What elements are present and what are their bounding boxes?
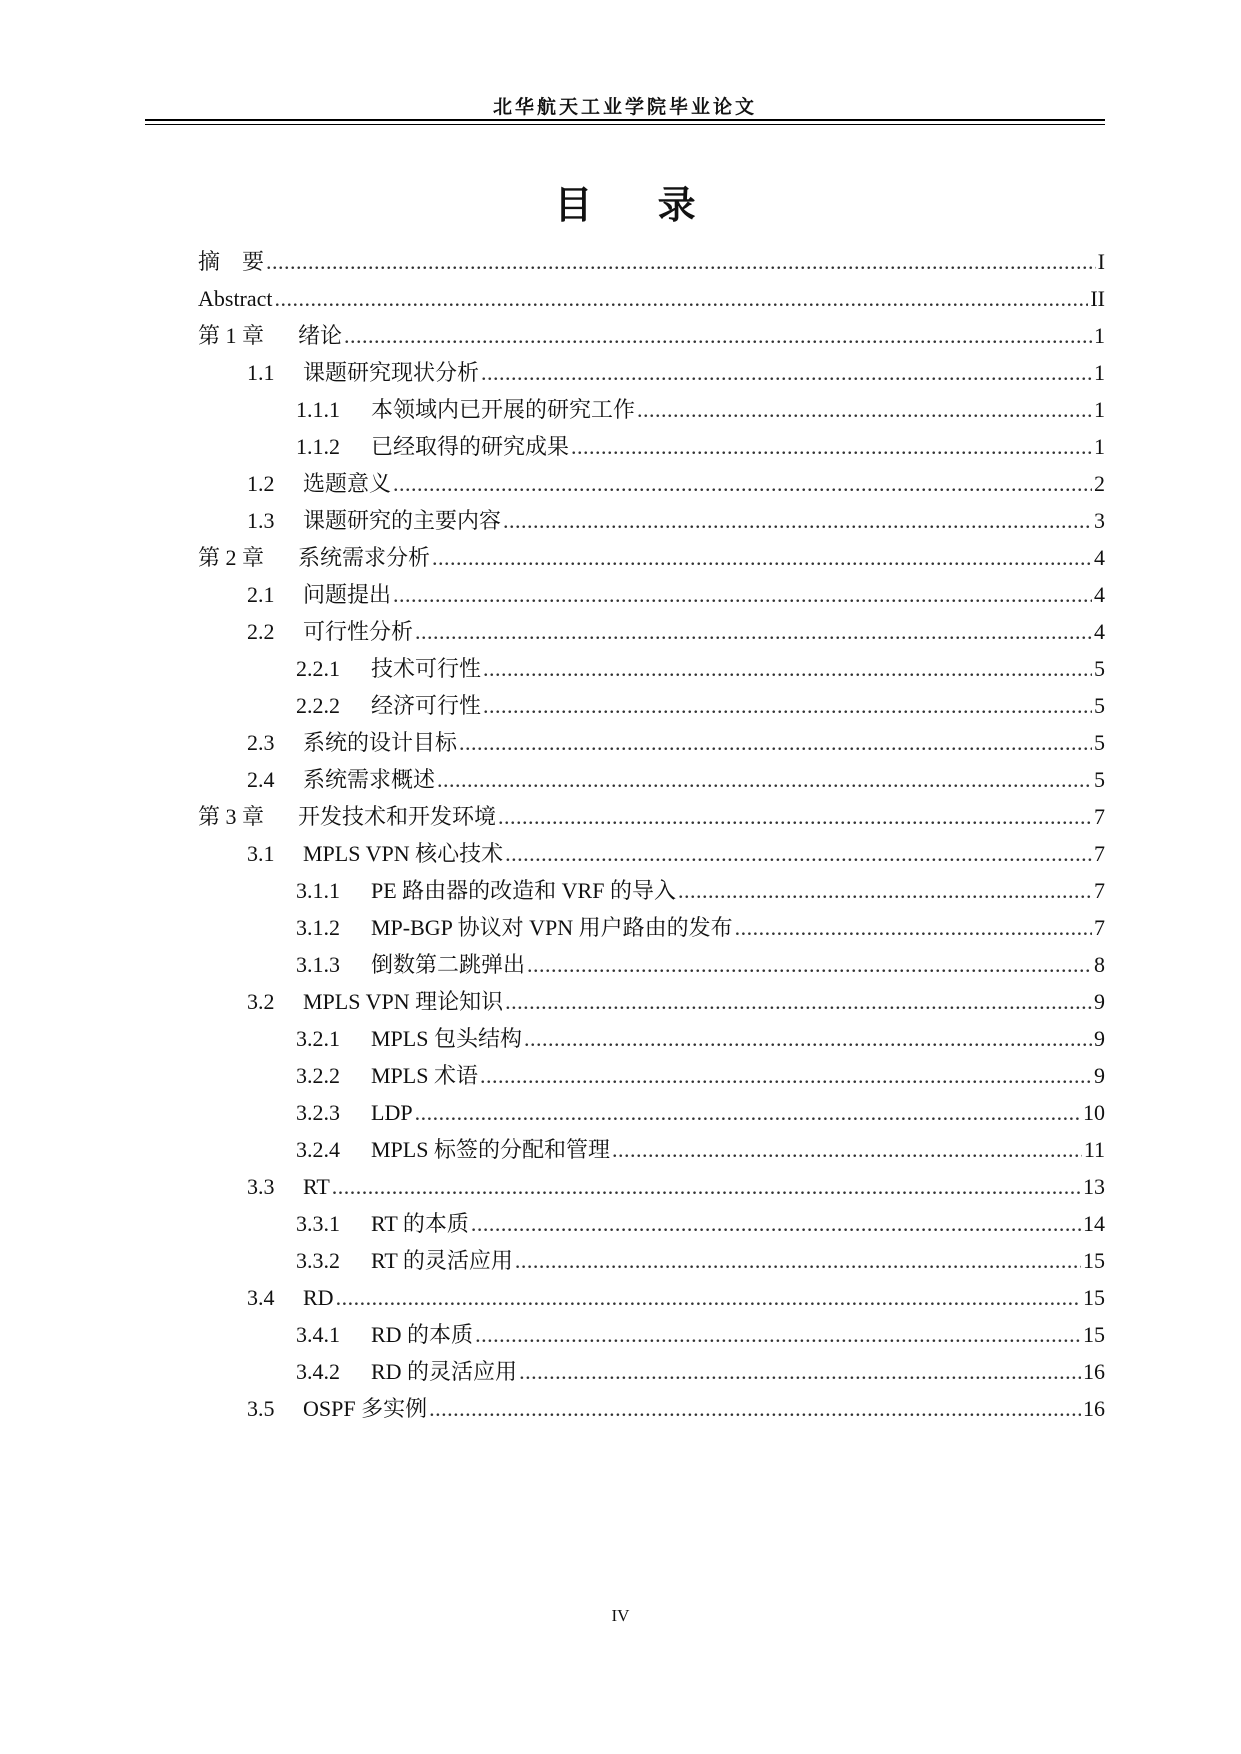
toc-entry-subsection[interactable] xyxy=(296,686,1105,726)
toc-entry-subsection[interactable] xyxy=(296,1241,1105,1281)
toc-page-number: 5 xyxy=(1094,693,1105,718)
toc-section-number: 3.5 xyxy=(247,1396,275,1421)
toc-leader-dots xyxy=(393,575,1092,615)
toc-entry-title: 问题提出 xyxy=(303,582,392,607)
toc-leader-dots xyxy=(475,1315,1081,1355)
toc-entry-subsection[interactable] xyxy=(296,945,1105,985)
toc-entry-title: 系统需求概述 xyxy=(303,767,436,792)
toc-entry-section[interactable] xyxy=(247,982,1105,1022)
toc-leader-dots xyxy=(266,242,1096,282)
toc-page-number: 16 xyxy=(1083,1396,1105,1421)
toc-chapter-number: 第 1 章 xyxy=(198,323,265,348)
toc-leader-dots xyxy=(503,501,1092,541)
toc-entry-section[interactable] xyxy=(247,834,1105,874)
toc-entry-section[interactable] xyxy=(247,353,1105,393)
toc-entry-subsection[interactable] xyxy=(296,1204,1105,1244)
toc-leader-dots xyxy=(519,1352,1081,1392)
toc-page-number: 15 xyxy=(1083,1285,1105,1310)
toc-entry[interactable] xyxy=(198,279,1105,319)
toc-entry-section[interactable] xyxy=(247,1167,1105,1207)
toc-entry-title: LDP xyxy=(371,1100,413,1125)
toc-entry-title: RD 的灵活应用 xyxy=(371,1359,518,1384)
toc-subsection-number: 3.3.1 xyxy=(296,1211,340,1236)
toc-page-number: 16 xyxy=(1083,1359,1105,1384)
toc-entry-subsection[interactable] xyxy=(296,1130,1105,1170)
toc-subsection-number: 3.1.3 xyxy=(296,952,340,977)
toc-entry-section[interactable] xyxy=(247,723,1105,763)
toc-subsection-number: 3.2.3 xyxy=(296,1100,340,1125)
toc-entry-title: 系统的设计目标 xyxy=(303,730,458,755)
toc-entry-section[interactable] xyxy=(247,612,1105,652)
toc-leader-dots xyxy=(415,1093,1081,1133)
toc-entry-section[interactable] xyxy=(247,501,1105,541)
toc-section-number: 2.1 xyxy=(247,582,275,607)
toc-leader-dots xyxy=(275,279,1089,319)
toc-leader-dots xyxy=(735,908,1092,948)
toc-leader-dots xyxy=(429,1389,1081,1429)
toc-page-number: II xyxy=(1090,286,1105,311)
toc-leader-dots xyxy=(336,1278,1081,1318)
toc-page-number: 15 xyxy=(1083,1248,1105,1273)
toc-entry-title: MPLS VPN 核心技术 xyxy=(303,841,504,866)
toc-section-number: 2.4 xyxy=(247,767,275,792)
toc-section-number: 2.3 xyxy=(247,730,275,755)
toc-section-number: 1.3 xyxy=(247,508,275,533)
toc-leader-dots xyxy=(483,649,1092,689)
toc-entry-title: MP-BGP 协议对 VPN 用户路由的发布 xyxy=(371,915,733,940)
toc-entry-title: MPLS 包头结构 xyxy=(371,1026,522,1051)
toc-entry-title: OSPF 多实例 xyxy=(303,1396,428,1421)
toc-page-number: 13 xyxy=(1083,1174,1105,1199)
toc-subsection-number: 1.1.1 xyxy=(296,397,340,422)
toc-page-number: 5 xyxy=(1094,767,1105,792)
toc-subsection-number: 3.3.2 xyxy=(296,1248,340,1273)
toc-page-number: I xyxy=(1097,249,1105,274)
header-rule-thin xyxy=(145,124,1105,125)
toc-entry-title: 系统需求分析 xyxy=(298,545,431,570)
toc-page-number: 9 xyxy=(1094,1063,1105,1088)
toc-page-number: 4 xyxy=(1094,619,1105,644)
toc-entry-subsection[interactable] xyxy=(296,871,1105,911)
toc-subsection-number: 3.2.1 xyxy=(296,1026,340,1051)
toc-section-number: 1.2 xyxy=(247,471,275,496)
toc-leader-dots xyxy=(459,723,1092,763)
toc-entry-title: RT xyxy=(303,1174,330,1199)
toc-page-number: 10 xyxy=(1083,1100,1105,1125)
toc-subsection-number: 1.1.2 xyxy=(296,434,340,459)
toc-page-number: 1 xyxy=(1094,434,1105,459)
toc-leader-dots xyxy=(678,871,1092,911)
toc-entry-title: 绪论 xyxy=(298,323,343,348)
toc-page-number: 5 xyxy=(1094,656,1105,681)
toc-entry-title: RT 的本质 xyxy=(371,1211,469,1236)
toc-page-number: 4 xyxy=(1094,545,1105,570)
page-number-footer: IV xyxy=(611,1606,630,1625)
toc-section-number: 2.2 xyxy=(247,619,275,644)
toc-leader-dots xyxy=(527,945,1092,985)
toc-leader-dots xyxy=(471,1204,1081,1244)
toc-leader-dots xyxy=(498,797,1092,837)
toc-entry-label: Abstract xyxy=(198,286,273,311)
toc-page-number: 14 xyxy=(1083,1211,1105,1236)
toc-entry-title: RD xyxy=(303,1285,334,1310)
toc-entry-title: 倒数第二跳弹出 xyxy=(371,952,526,977)
toc-page-number: 7 xyxy=(1094,915,1105,940)
toc-page-number: 1 xyxy=(1094,360,1105,385)
toc-entry-title: 可行性分析 xyxy=(303,619,414,644)
toc-entry-subsection[interactable] xyxy=(296,1315,1105,1355)
toc-leader-dots xyxy=(483,686,1092,726)
toc-entry-chapter[interactable] xyxy=(198,538,1105,578)
toc-entry-section[interactable] xyxy=(247,575,1105,615)
toc-entry-label: 摘 要 xyxy=(198,249,265,274)
toc-entry-title: 选题意义 xyxy=(303,471,392,496)
toc-page-number: 5 xyxy=(1094,730,1105,755)
toc-leader-dots xyxy=(505,834,1092,874)
toc-subsection-number: 3.4.1 xyxy=(296,1322,340,1347)
toc-entry-subsection[interactable] xyxy=(296,649,1105,689)
toc-leader-dots xyxy=(637,390,1092,430)
toc-page-number: 1 xyxy=(1094,397,1105,422)
toc-entry-title: MPLS 标签的分配和管理 xyxy=(371,1137,610,1162)
toc-entry-chapter[interactable] xyxy=(198,797,1105,837)
toc-section-number: 3.2 xyxy=(247,989,275,1014)
toc-subsection-number: 3.4.2 xyxy=(296,1359,340,1384)
toc-page-number: 7 xyxy=(1094,878,1105,903)
toc-page-number: 8 xyxy=(1094,952,1105,977)
toc-page-number: 11 xyxy=(1083,1137,1105,1162)
toc-page-number: 4 xyxy=(1094,582,1105,607)
toc-subsection-number: 3.1.1 xyxy=(296,878,340,903)
toc-entry-subsection[interactable] xyxy=(296,1093,1105,1133)
toc-entry-subsection[interactable] xyxy=(296,390,1105,430)
toc-section-number: 3.1 xyxy=(247,841,275,866)
toc-leader-dots xyxy=(344,316,1092,356)
toc-leader-dots xyxy=(515,1241,1081,1281)
toc-entry-title: PE 路由器的改造和 VRF 的导入 xyxy=(371,878,676,903)
toc-page-number: 9 xyxy=(1094,1026,1105,1051)
toc-page-number: 7 xyxy=(1094,804,1105,829)
toc-entry-subsection[interactable] xyxy=(296,427,1105,467)
toc-page-number: 2 xyxy=(1094,471,1105,496)
toc-entry-title: 课题研究现状分析 xyxy=(303,360,480,385)
toc-entry-title: 课题研究的主要内容 xyxy=(303,508,502,533)
toc-entry-section[interactable] xyxy=(247,1278,1105,1318)
toc-subsection-number: 2.2.2 xyxy=(296,693,340,718)
toc-page-number: 3 xyxy=(1094,508,1105,533)
toc-entry-title: 技术可行性 xyxy=(371,656,482,681)
toc-leader-dots xyxy=(332,1167,1081,1207)
toc-chapter-number: 第 3 章 xyxy=(198,804,265,829)
toc-entry-title: 开发技术和开发环境 xyxy=(298,804,497,829)
toc-section-number: 3.3 xyxy=(247,1174,275,1199)
toc-page-number: 9 xyxy=(1094,989,1105,1014)
toc-subsection-number: 2.2.1 xyxy=(296,656,340,681)
toc-chapter-number: 第 2 章 xyxy=(198,545,265,570)
toc-subsection-number: 3.2.4 xyxy=(296,1137,340,1162)
page-title: 目 录 xyxy=(554,182,722,227)
toc-leader-dots xyxy=(480,1056,1092,1096)
header-rule-thick xyxy=(145,119,1105,121)
toc-entry-section[interactable] xyxy=(247,760,1105,800)
toc-leader-dots xyxy=(524,1019,1092,1059)
running-header: 北华航天工业学院毕业论文 xyxy=(492,96,757,118)
toc-subsection-number: 3.2.2 xyxy=(296,1063,340,1088)
toc-entry-subsection[interactable] xyxy=(296,1352,1105,1392)
toc-section-number: 3.4 xyxy=(247,1285,275,1310)
toc-leader-dots xyxy=(505,982,1092,1022)
toc-page-number: 7 xyxy=(1094,841,1105,866)
toc-entry-subsection[interactable] xyxy=(296,1056,1105,1096)
toc-leader-dots xyxy=(481,353,1092,393)
toc-leader-dots xyxy=(612,1130,1082,1170)
toc-entry-subsection[interactable] xyxy=(296,1019,1105,1059)
toc-leader-dots xyxy=(393,464,1092,504)
toc-entry-subsection[interactable] xyxy=(296,908,1105,948)
toc-entry-section[interactable] xyxy=(247,464,1105,504)
toc-entry-title: RT 的灵活应用 xyxy=(371,1248,513,1273)
toc-entry-title: 已经取得的研究成果 xyxy=(371,434,570,459)
toc-leader-dots xyxy=(437,760,1092,800)
toc-entry-title: MPLS VPN 理论知识 xyxy=(303,989,504,1014)
toc-entry-title: MPLS 术语 xyxy=(371,1063,478,1088)
toc-entry-chapter[interactable] xyxy=(198,316,1105,356)
toc-leader-dots xyxy=(415,612,1092,652)
toc-section-number: 1.1 xyxy=(247,360,275,385)
toc-entry-title: 经济可行性 xyxy=(371,693,482,718)
toc-leader-dots xyxy=(571,427,1092,467)
toc-page-number: 1 xyxy=(1094,323,1105,348)
toc-entry[interactable] xyxy=(198,242,1105,282)
toc-entry-section[interactable] xyxy=(247,1389,1105,1429)
toc-entry-title: RD 的本质 xyxy=(371,1322,474,1347)
toc-subsection-number: 3.1.2 xyxy=(296,915,340,940)
toc-page-number: 15 xyxy=(1083,1322,1105,1347)
toc-entry-title: 本领域内已开展的研究工作 xyxy=(371,397,636,422)
toc-leader-dots xyxy=(432,538,1092,578)
